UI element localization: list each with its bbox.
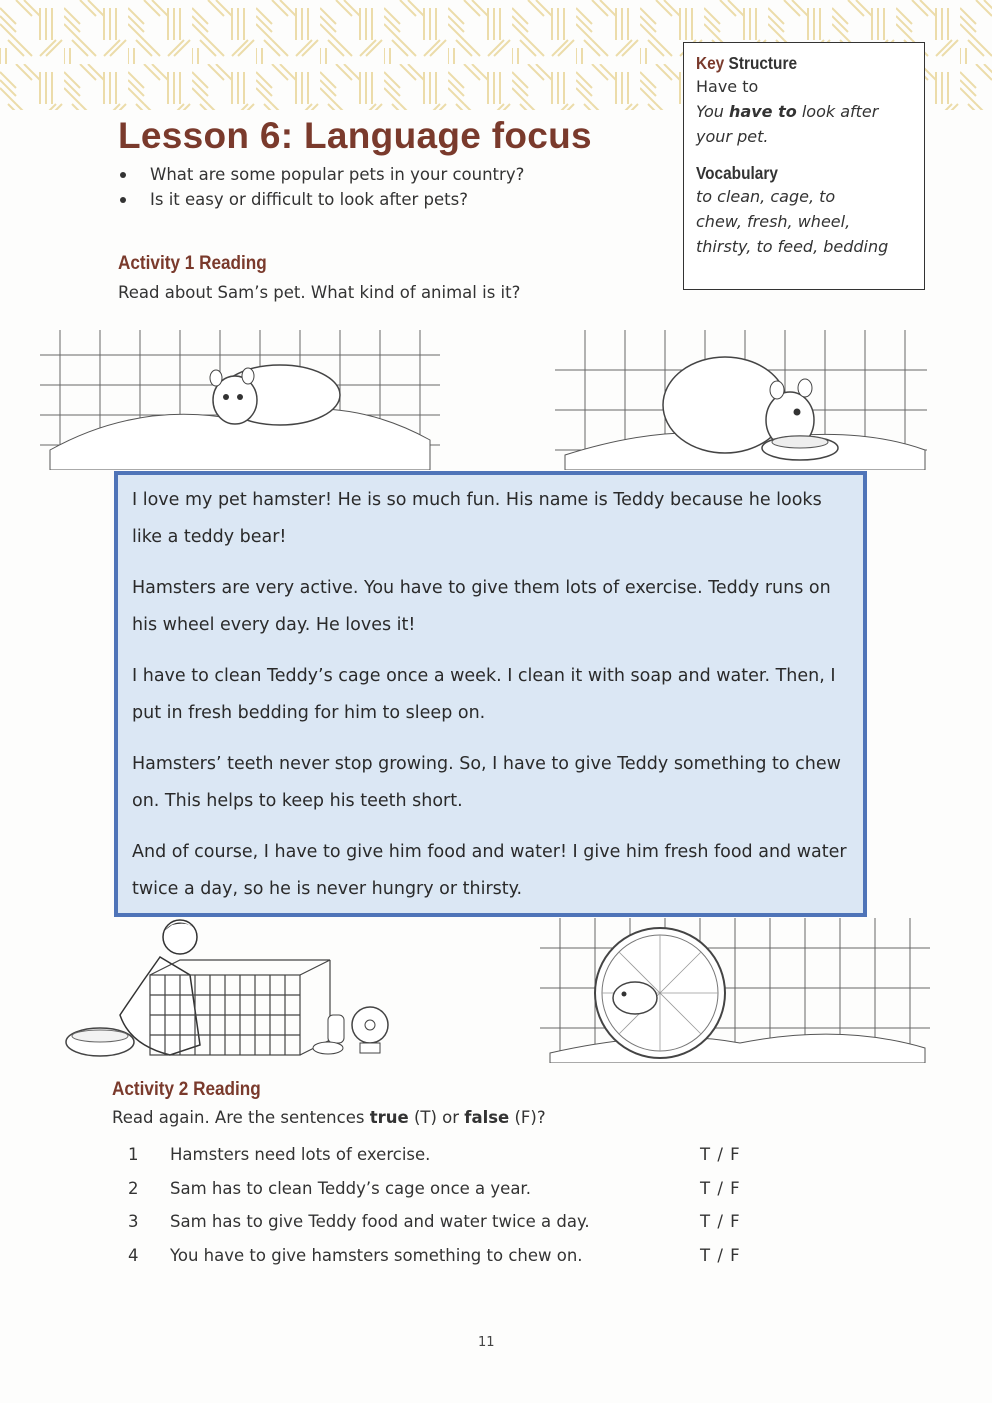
vocab-line: to clean, cage, to bbox=[696, 187, 836, 206]
vocab-line: thirsty, to feed, bedding bbox=[696, 237, 889, 256]
hamster-eating-illustration bbox=[555, 330, 927, 470]
reading-passage bbox=[114, 471, 867, 917]
lesson-title: Lesson 6: Language focus bbox=[118, 115, 592, 156]
key-structure-box bbox=[683, 42, 925, 290]
key-structure-heading: Key Structure bbox=[696, 53, 798, 73]
question-item: Is it easy or difficult to look after pets? bbox=[118, 187, 524, 212]
passage-paragraph: And of course, I have to give him food and water! I give him fresh food and water twice a day, so he is never hungry or thirsty. bbox=[132, 842, 847, 899]
structure-example: You have to look after bbox=[696, 102, 879, 121]
structure-example-cont: your pet. bbox=[696, 127, 769, 146]
structure-line: Have to bbox=[696, 77, 759, 96]
passage-paragraph: I have to clean Teddy’s cage once a week. I clean it with soap and water. Then, I put in fresh bedding for him to sleep on. bbox=[132, 666, 836, 723]
true-false-choice[interactable]: T / F bbox=[700, 1212, 741, 1231]
vocabulary-heading: Vocabulary bbox=[696, 163, 778, 183]
question-item: What are some popular pets in your country? bbox=[118, 162, 524, 187]
vocab-line: chew, fresh, wheel, bbox=[696, 212, 851, 231]
true-false-item: 2 Sam has to clean Teddy’s cage once a year. T / F bbox=[128, 1179, 741, 1198]
boy-cleaning-cage-illustration bbox=[60, 915, 400, 1070]
passage-paragraph: I love my pet hamster! He is so much fun. His name is Teddy because he looks like a teddy bear! bbox=[132, 490, 822, 547]
discussion-questions bbox=[118, 162, 524, 212]
hamster-resting-illustration bbox=[40, 330, 440, 470]
true-false-choice[interactable]: T / F bbox=[700, 1145, 741, 1164]
true-false-choice[interactable]: T / F bbox=[700, 1179, 741, 1198]
activity2-heading: Activity 2 Reading bbox=[112, 1078, 261, 1100]
true-false-item: 1 Hamsters need lots of exercise. T / F bbox=[128, 1145, 741, 1164]
hamster-wheel-illustration bbox=[540, 918, 930, 1063]
activity1-heading: Activity 1 Reading bbox=[118, 252, 267, 274]
passage-paragraph: Hamsters’ teeth never stop growing. So, I have to give Teddy something to chew on. This helps to keep his teeth short. bbox=[132, 754, 841, 811]
page-number: 11 bbox=[478, 1335, 495, 1350]
true-false-choice[interactable]: T / F bbox=[700, 1246, 741, 1265]
true-false-item: 4 You have to give hamsters something to chew on. T / F bbox=[128, 1246, 741, 1265]
passage-paragraph: Hamsters are very active. You have to give them lots of exercise. Teddy runs on his wheel every day. He loves it! bbox=[132, 578, 831, 635]
activity1-instruction: Read about Sam’s pet. What kind of animal is it? bbox=[118, 283, 521, 302]
activity2-instruction: Read again. Are the sentences true (T) or false (F)? bbox=[112, 1108, 546, 1127]
true-false-item: 3 Sam has to give Teddy food and water twice a day. T / F bbox=[128, 1212, 741, 1231]
